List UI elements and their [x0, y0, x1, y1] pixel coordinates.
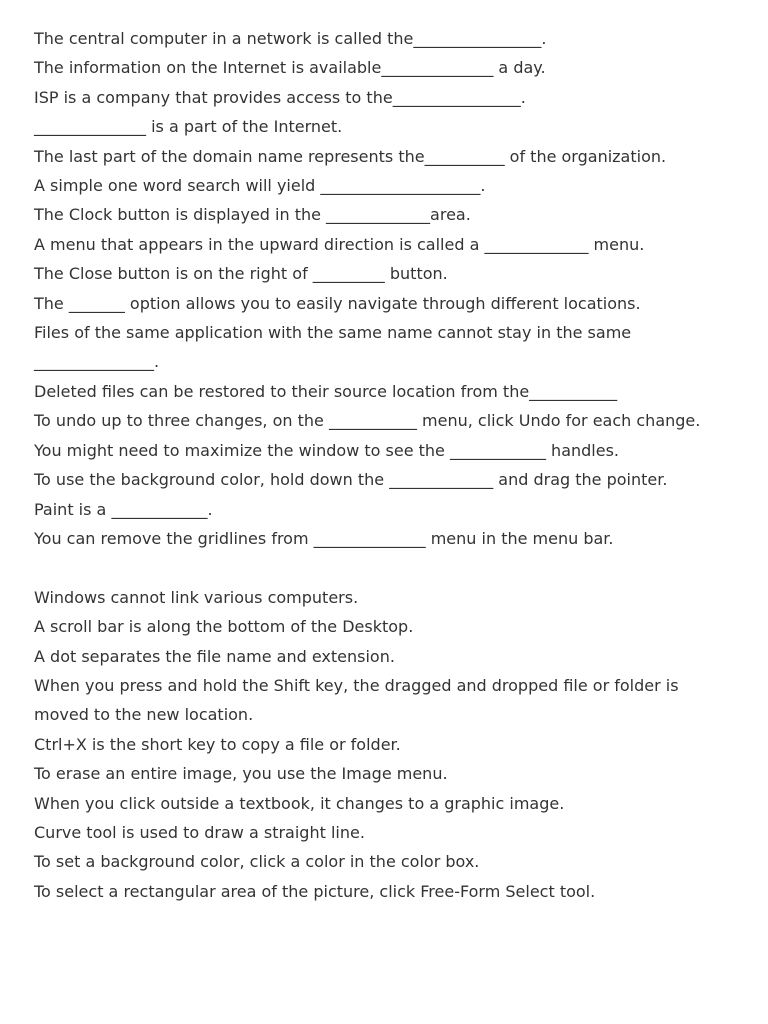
section-spacer — [34, 553, 754, 582]
fill-in-blank-line: The Clock button is displayed in the _____________area. — [34, 205, 471, 225]
worksheet-document — [34, 24, 754, 906]
fill-in-blank-line: A menu that appears in the upward direction is called a _____________ menu. — [34, 234, 645, 254]
fill-in-blank-line: ISP is a company that provides access to the________________. — [34, 87, 526, 107]
fill-in-blank-line: The last part of the domain name represents the__________ of the organization. — [34, 146, 667, 166]
fill-in-blank-line: The information on the Internet is available______________ a day. — [34, 58, 546, 78]
fill-in-blank-line: _______________. — [34, 352, 160, 372]
fill-in-blanks-section — [34, 24, 754, 553]
statement-line: When you press and hold the Shift key, the dragged and dropped file or folder is — [34, 675, 679, 695]
fill-in-blank-line: The Close button is on the right of _________ button. — [34, 264, 448, 284]
statement-line: To select a rectangular area of the picture, click Free-Form Select tool. — [34, 881, 596, 901]
statement-line: A dot separates the file name and extension. — [34, 646, 395, 666]
fill-in-blank-line: Files of the same application with the same name cannot stay in the same — [34, 323, 632, 343]
fill-in-blank-line: Paint is a ____________. — [34, 499, 213, 519]
statement-line: Curve tool is used to draw a straight line. — [34, 822, 365, 842]
fill-in-blank-line: The _______ option allows you to easily navigate through different locations. — [34, 293, 641, 313]
fill-in-blank-line: To use the background color, hold down the _____________ and drag the pointer. — [34, 470, 668, 490]
fill-in-blank-line: You can remove the gridlines from ______________ menu in the menu bar. — [34, 528, 614, 548]
statement-line: To erase an entire image, you use the Image menu. — [34, 764, 448, 784]
fill-in-blank-line: The central computer in a network is called the________________. — [34, 29, 547, 48]
statement-line: To set a background color, click a color in the color box. — [34, 852, 480, 872]
fill-in-blank-line: You might need to maximize the window to see the ____________ handles. — [34, 440, 620, 460]
true-false-section — [34, 583, 754, 906]
statement-line: Ctrl+X is the short key to copy a file or folder. — [34, 734, 401, 754]
fill-in-blank-line: A simple one word search will yield ____________________. — [34, 176, 486, 196]
statement-line: Windows cannot link various computers. — [34, 587, 359, 607]
fill-in-blank-line: ______________ is a part of the Internet. — [34, 117, 343, 137]
fill-in-blank-line: To undo up to three changes, on the ___________ menu, click Undo for each change. — [34, 411, 701, 431]
statement-line: When you click outside a textbook, it changes to a graphic image. — [34, 793, 565, 813]
fill-in-blank-line: Deleted files can be restored to their source location from the___________ — [34, 381, 618, 401]
statement-line: moved to the new location. — [34, 705, 254, 725]
statement-line: A scroll bar is along the bottom of the Desktop. — [34, 617, 414, 637]
